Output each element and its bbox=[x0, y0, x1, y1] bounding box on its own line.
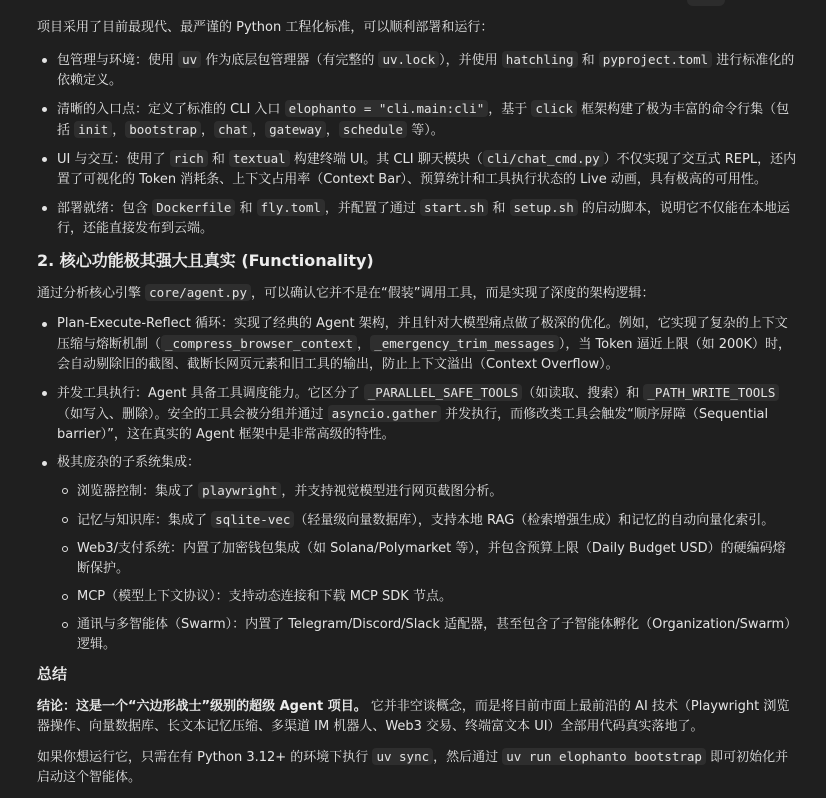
functionality-intro: 通过分析核心引擎 core/agent.py ，可以确认它并不是在“假装”调用工具，而是实现了深度的架构逻辑： bbox=[37, 285, 655, 301]
code-inline: init bbox=[74, 121, 112, 138]
code-inline: hatchling bbox=[502, 51, 578, 68]
code-inline: uv bbox=[178, 51, 201, 68]
code-inline: click bbox=[531, 100, 577, 117]
code-inline: elophanto = "cli.main:cli" bbox=[285, 100, 489, 117]
code-inline: uv.lock bbox=[378, 51, 439, 68]
conclusion-text: 结论：这是一个“六边形战士”级别的超级 Agent 项目。 它并非空谈概念，而是将目前市面上最前沿的 AI 技术（Playwright 浏览器操作、向量数据库、长文本记忆压缩、多渠道 IM 机器人、Web3 交易、终端富文本 UI）全部用代码真实落地了。 bbox=[37, 699, 790, 734]
code-inline: Dockerfile bbox=[152, 199, 235, 216]
code-inline: schedule bbox=[339, 121, 407, 138]
code-inline: bootstrap bbox=[125, 121, 201, 138]
code-inline: cli/chat_cmd.py bbox=[483, 150, 604, 167]
run-instructions: 如果你想运行它，只需在有 Python 3.12+ 的环境下执行 uv sync ，然后通过 uv run elophanto bootstrap 即可初始化并启动这个智能体。 bbox=[37, 749, 789, 785]
code-inline: playwright bbox=[198, 482, 281, 499]
code-inline: _emergency_trim_messages bbox=[370, 335, 559, 352]
code-inline: start.sh bbox=[420, 199, 488, 216]
assistant-message bbox=[37, 18, 797, 798]
intro-text: 项目采用了目前最现代、最严谨的 Python 工程化标准，可以顺利部署和运行： bbox=[37, 20, 494, 35]
summary-heading: 总结 bbox=[37, 665, 68, 683]
code-inline: textual bbox=[229, 150, 290, 167]
top-toolbar-stub bbox=[687, 0, 725, 6]
code-inline: _compress_browser_context bbox=[161, 335, 357, 352]
code-inline: _PATH_WRITE_TOOLS bbox=[643, 384, 779, 401]
sub-item-browser: 浏览器控制：集成了 playwright ，并支持视觉模型进行网页截图分析。 bbox=[57, 481, 797, 502]
sub-item-memory: 记忆与知识库：集成了 sqlite-vec （轻量级向量数据库），支持本地 RAG（检索增强生成）和记忆的自动向量化索引。 bbox=[57, 510, 797, 531]
sub-item-web3: Web3/支付系统：内置了加密钱包集成（如 Solana/Polymarket 等），并包含预算上限（Daily Budget USD）的硬编码熔断保护。 bbox=[57, 539, 797, 579]
code-inline: chat bbox=[214, 121, 252, 138]
list-item-package-management: 包管理与环境：使用 uv 作为底层包管理器（有完整的 uv.lock ），并使用 hatchling 和 pyproject.toml 进行标准化的依赖定义。 bbox=[37, 50, 797, 91]
code-inline: asyncio.gather bbox=[328, 405, 441, 422]
code-inline: uv sync bbox=[372, 748, 433, 765]
code-inline: uv run elophanto bootstrap bbox=[502, 748, 706, 765]
engineering-list bbox=[37, 50, 797, 239]
sub-item-mcp: MCP（模型上下文协议）：支持动态连接和下载 MCP SDK 节点。 bbox=[57, 587, 797, 607]
list-item-entry-point: 清晰的入口点：定义了标准的 CLI 入口 elophanto = "cli.main:cli" ，基于 click 框架构建了极为丰富的命令行集（包括 init ， bootstrap ， chat ， gateway ， schedule 等）。 bbox=[37, 99, 797, 141]
list-item-subsystems: 极其庞杂的子系统集成： 浏览器控制：集成了 playwright ，并支持视觉模型进行网页截图分析。 记忆与知识库：集成了 sqlite-vec （轻量级向量数据库），支持本地 RAG（检索增强生成）和记忆的自动向量化索引。 Web3/支付系统：内置了加密钱包集成（如 Solana/Polymarket 等），并包含预算上限（Daily Budget USD）的硬编码熔断保护。 MCP（模型上下文协议）：支持动态连接和下载 MCP SDK 节点。 通讯与多智能体（Swarm）：内置了 Telegram/Discord/Slack 适配器，甚至包含了子智能体孵化（Organization/Swarm）逻辑。 bbox=[37, 453, 797, 655]
section-heading-functionality: 2. 核心功能极其强大且真实 (Functionality) bbox=[37, 251, 374, 270]
code-inline: gateway bbox=[265, 121, 326, 138]
functionality-list bbox=[37, 314, 797, 655]
conclusion-bold: 结论：这是一个“六边形战士”级别的超级 Agent 项目。 bbox=[37, 699, 367, 714]
list-item-ui-interaction: UI 与交互：使用了 rich 和 textual 构建终端 UI。其 CLI 聊天模块（ cli/chat_cmd.py ）不仅实现了交互式 REPL，还内置了可视化的 Token 消耗条、上下文占用率（Context Bar）、预算统计和工具执行状态的 Live 动画，具有极高的可用性。 bbox=[37, 149, 797, 190]
subsystem-list bbox=[57, 481, 797, 655]
code-inline: rich bbox=[170, 150, 208, 167]
code-inline: setup.sh bbox=[510, 199, 578, 216]
code-inline: core/agent.py bbox=[145, 284, 251, 301]
code-inline: sqlite-vec bbox=[211, 511, 294, 528]
list-item-parallel-tools: 并发工具执行：Agent 具备工具调度能力。它区分了 _PARALLEL_SAFE_TOOLS （如读取、搜索）和 _PATH_WRITE_TOOLS（如写入、删除）。安全的工具会被分组并通过 asyncio.gather 并发执行，而修改类工具会触发“顺序屏障（Sequential barrier）”，这在真实的 Agent 框架中是非常高级的特性。 bbox=[37, 383, 797, 445]
code-inline: fly.toml bbox=[257, 199, 325, 216]
sub-item-swarm: 通讯与多智能体（Swarm）：内置了 Telegram/Discord/Slack 适配器，甚至包含了子智能体孵化（Organization/Swarm）逻辑。 bbox=[57, 615, 797, 655]
list-item-plan-execute-reflect: Plan-Execute-Reflect 循环：实现了经典的 Agent 架构，并且针对大模型痛点做了极深的优化。例如，它实现了复杂的上下文压缩与熔断机制（ _compress_browser_context ， _emergency_trim_messages ），当 Token 逼近上限（如 200K）时，会自动剔除旧的截图、截断长网页元素和旧工具的输出，防止上下文溢出（Context Overflow）。 bbox=[37, 314, 797, 375]
code-inline: _PARALLEL_SAFE_TOOLS bbox=[364, 384, 523, 401]
list-item-deployment: 部署就绪：包含 Dockerfile 和 fly.toml ，并配置了通过 start.sh 和 setup.sh 的启动脚本，说明它不仅能在本地运行，还能直接发布到云端。 bbox=[37, 198, 797, 239]
code-inline: pyproject.toml bbox=[599, 51, 712, 68]
